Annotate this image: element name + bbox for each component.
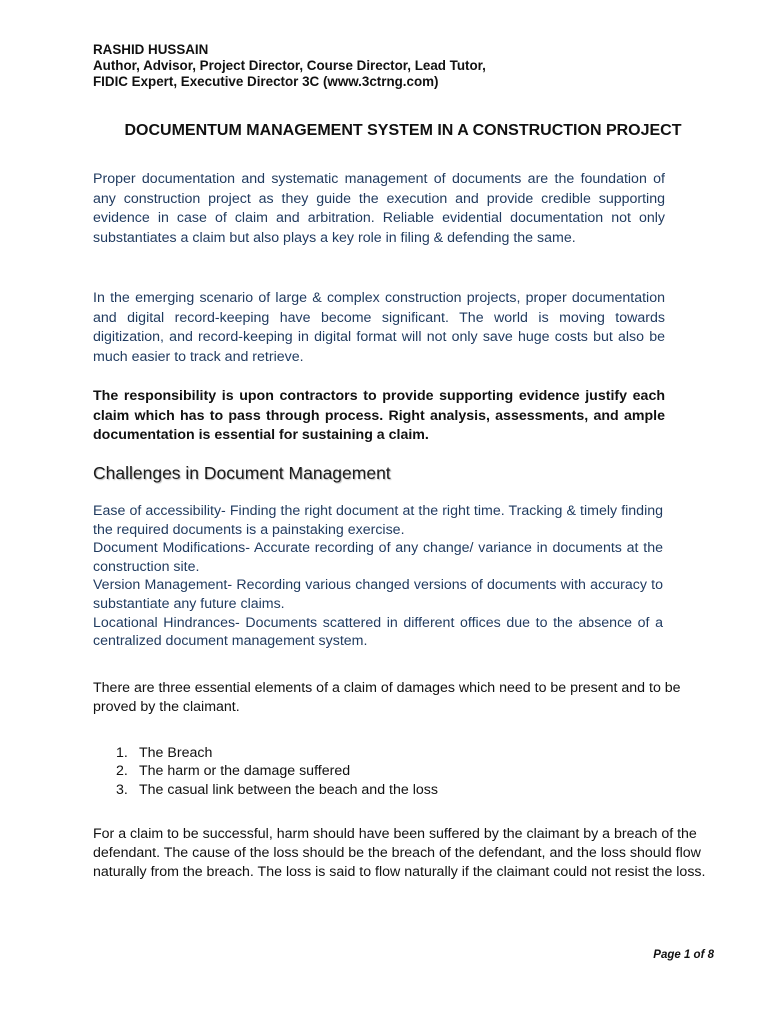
list-item-text: The harm or the damage suffered [139,763,351,780]
claim-elements-list [116,744,438,799]
list-item [116,744,438,762]
list-item-text: The casual link between the beach and the loss [139,781,438,798]
challenge-locational-hindrances: Locational Hindrances- Documents scattered in different offices due to the absence of a centralized document management system. [93,614,663,650]
author-roles-line-1: Author, Advisor, Project Director, Course Director, Lead Tutor, [93,58,486,73]
author-name: RASHID HUSSAIN [93,42,209,57]
claim-elements-intro: There are three essential elements of a claim of damages which need to be present and to be proved by the claimant. [93,680,681,715]
list-item [116,762,438,780]
challenges-list [93,502,663,651]
list-item-number: 2. [116,763,128,780]
list-item [116,781,438,799]
paragraph-digital-record-keeping: In the emerging scenario of large & complex construction projects, proper documentation and digital record-keeping have become significant. The world is moving towards digitization, and record-keeping in digital format will not only save huge costs but also be much easier to track and retrieve. [93,290,665,365]
author-block [93,42,693,90]
challenge-accessibility: Ease of accessibility- Finding the right document at the right time. Tracking & timely finding the required documents is a painstaking exercise. [93,503,663,538]
page-number: Page 1 of 8 [653,949,714,961]
section-heading-challenges: Challenges in Document Management [93,463,391,483]
list-item-text: The Breach [139,745,213,761]
list-item-number: 3. [116,781,128,798]
paragraph-successful-claim: For a claim to be successful, harm should have been suffered by the claimant by a breach of the defendant. The cause of the loss should be the breach of the defendant, and the loss should flow naturally from the breach. The loss is said to flow naturally if the claimant could not resist the loss. [93,826,706,880]
list-item-number: 1. [116,745,128,761]
challenge-version-management: Version Management- Recording various changed versions of documents with accuracy to substantiate any future claims. [93,577,663,612]
paragraph-contractor-responsibility: The responsibility is upon contractors to provide supporting evidence justify each claim which has to pass through process. Right analysis, assessments, and ample documentation is essential for sustaining a claim. [93,388,665,444]
challenge-modifications: Document Modifications- Accurate recording of any change/ variance in documents at the construction site. [93,540,663,575]
paragraph-documentation-foundation: Proper documentation and systematic management of documents are the foundation of any construction project as they guide the execution and provide credible supporting evidence in case of claim and arbitration. Reliable evidential documentation not only substantiates a claim but also plays a key role in filing & defending the same. [93,171,665,246]
document-title: DOCUMENTUM MANAGEMENT SYSTEM IN A CONSTRUCTION PROJECT [124,122,682,139]
author-roles-line-2: FIDIC Expert, Executive Director 3C (www.3ctrng.com) [93,74,439,89]
